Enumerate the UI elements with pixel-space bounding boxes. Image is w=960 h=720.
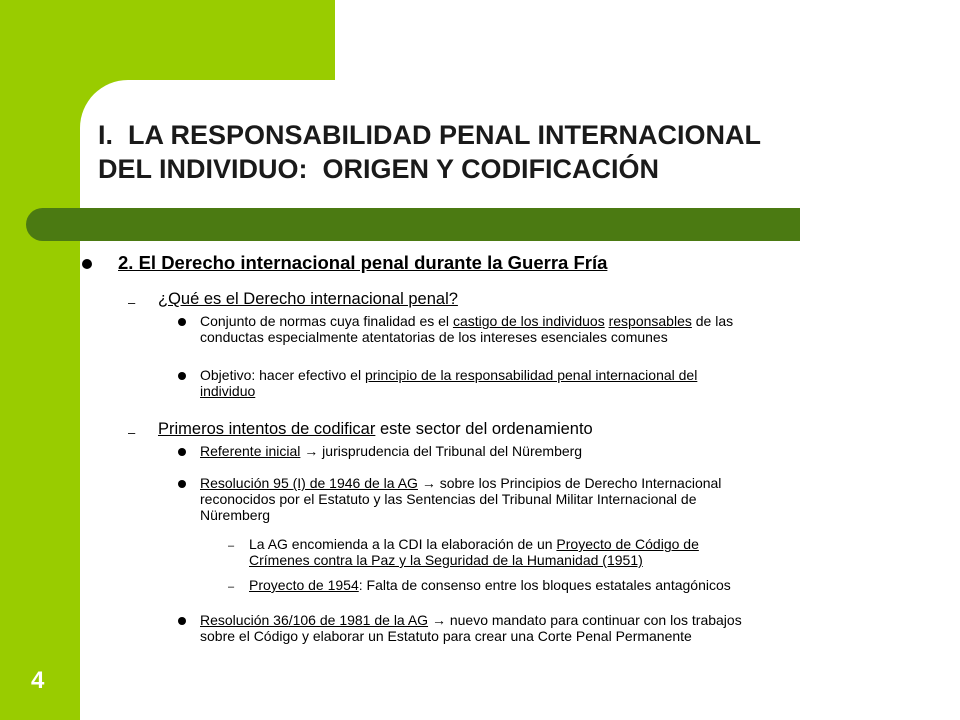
underlined-text: Resolución 95 (I) de 1946 de la AG <box>200 475 418 491</box>
codification-attempts <box>158 420 593 439</box>
page-number: 4 <box>31 667 45 694</box>
text: sobre el Código y elaborar un Estatuto para crear una Corte Penal Permanente <box>200 628 692 644</box>
arrow-right-icon: → <box>421 475 436 491</box>
section-heading: 2. El Derecho internacional penal durante la Guerra Fría <box>118 252 608 273</box>
text: Nüremberg <box>200 507 271 523</box>
underlined-text: Referente inicial <box>200 443 301 459</box>
text: La AG encomienda a la CDI la elaboración de un <box>249 536 557 552</box>
resolution-95-item <box>200 475 721 523</box>
text: este sector del ordenamiento <box>375 420 593 438</box>
bullet-icon <box>178 372 186 380</box>
arrow-right-icon: → <box>431 612 446 628</box>
underlined-text: principio de la responsabilidad penal internacional del <box>364 367 698 383</box>
underlined-text: Primeros intentos de codificar <box>158 420 376 438</box>
text: sobre los Principios de Derecho Internacional <box>435 475 722 491</box>
text: : Falta de consenso entre los bloques estatales antagónicos <box>358 577 731 593</box>
bullet-icon <box>82 259 92 269</box>
text: Conjunto de normas cuya finalidad es el <box>200 313 453 329</box>
dash-icon: – <box>228 581 235 593</box>
dash-icon: – <box>228 540 235 552</box>
project-1954-item <box>249 577 731 593</box>
title-line-1: I. LA RESPONSABILIDAD PENAL INTERNACIONAL <box>98 120 762 150</box>
bullet-icon <box>178 480 186 488</box>
underlined-text: Crímenes contra la Paz y la Seguridad de la Humanidad (1951) <box>249 552 643 568</box>
question-what-is: ¿Qué es el Derecho internacional penal? <box>158 290 458 308</box>
text: jurisprudencia del Tribunal del Nüremberg <box>318 443 583 459</box>
dash-icon: – <box>128 295 136 310</box>
underlined-text: responsables <box>608 313 692 329</box>
bullet-icon <box>178 318 186 326</box>
slide-title <box>98 118 928 186</box>
initial-reference-item <box>200 443 582 459</box>
objective-item <box>200 367 697 399</box>
dash-icon: – <box>128 425 136 440</box>
text: conductas especialmente atentatorias de los intereses esenciales comunes <box>200 329 668 345</box>
cdi-mandate-item <box>249 536 699 568</box>
underlined-text: castigo de los individuos <box>452 313 605 329</box>
bullet-icon <box>178 617 186 625</box>
bullet-icon <box>178 448 186 456</box>
text: reconocidos por el Estatuto y las Sentencias del Tribunal Militar Internacional de <box>200 491 697 507</box>
underlined-text: Proyecto de Código de <box>556 536 699 552</box>
title-underline-bar <box>26 208 800 241</box>
underlined-text: Proyecto de 1954 <box>249 577 359 593</box>
title-line-2: DEL INDIVIDUO: ORIGEN Y CODIFICACIÓN <box>98 154 660 184</box>
underlined-text: individuo <box>200 383 256 399</box>
definition-item <box>200 313 733 345</box>
underlined-text: Resolución 36/106 de 1981 de la AG <box>200 612 429 628</box>
text: nuevo mandato para continuar con los trabajos <box>445 612 742 628</box>
text: de las <box>691 313 734 329</box>
arrow-right-icon: → <box>304 443 319 459</box>
resolution-36-106-item <box>200 612 742 644</box>
text: Objetivo: hacer efectivo el <box>200 367 365 383</box>
